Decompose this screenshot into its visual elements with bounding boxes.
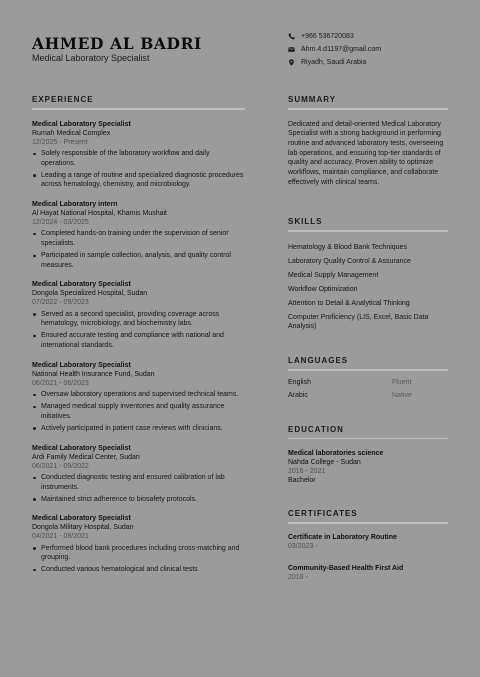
section-divider [288,230,448,232]
job-bullets [32,544,245,575]
email-address: Ahm.4.d1197@gmail.com [301,46,382,53]
section-divider [288,438,448,440]
job-bullet: Solely responsible of the laboratory workflow and daily operations. [32,149,245,168]
skill-item: Computer Proficiency (LIS, Excel, Basic Data Analysis) [288,313,429,331]
email-icon [288,46,295,53]
candidate-role: Medical Laboratory Specialist [32,53,150,63]
job-dates: 07/2022 - 09/2023 [32,299,89,307]
contact-email [288,43,381,56]
languages-section [288,356,448,400]
education-school: Nahda College - Sudan [288,459,361,467]
job-bullets [32,473,245,504]
certificate-name: Community-Based Health First Aid [288,564,404,572]
skill-item: Laboratory Quality Control & Assurance [288,257,411,265]
language-name: Arabic [288,391,308,399]
job-dates: 04/2021 - 08/2021 [32,533,89,541]
job-organization: Dongola Military Hospital, Sudan [32,524,134,532]
job-bullet: Managed medical supply inventories and quality assurance initiatives. [32,402,245,421]
education-heading: EDUCATION [288,424,344,434]
location-text: Riyadh, Saudi Arabia [301,59,367,66]
job-title: Medical Laboratory Specialist [32,515,131,523]
left-column [32,95,245,575]
job-title: Medical Laboratory intern [32,200,118,208]
skill-item: Attention to Detail & Analytical Thinking [288,299,410,307]
languages-heading: LANGUAGES [288,356,349,366]
summary-text: Dedicated and detail-oriented Medical Laboratory Specialist with a strong background in performing routine and advanced laboratory tests, overseeing lab operations, and ensuring top-tier standards of quality and accuracy. Proven ability to optimize workflows, maintain compliance, and collaborate effectively with clinical teams. [288,120,444,186]
education-degree: Medical laboratories science [288,450,384,458]
candidate-name: AHMED AL BADRI [32,34,202,53]
job-title: Medical Laboratory Specialist [32,444,131,452]
right-column [288,95,448,582]
skills-section [288,217,448,332]
phone-number: +966 536720083 [301,33,354,40]
job-organization: Al Hayat National Hospital, Khamis Mushait [32,209,168,217]
job-bullet: Maintained strict adherence to biosafety protocols. [32,495,245,505]
language-level: Native [392,391,412,399]
job-entry [32,120,245,190]
skill-item: Medical Supply Management [288,271,379,279]
job-bullet: Participated in sample collection, analysis, and quality control measures. [32,251,245,270]
job-organization: National Health Insurance Fund, Sudan [32,370,155,378]
language-name: English [288,378,311,386]
job-title: Medical Laboratory Specialist [32,281,131,289]
summary-section [288,95,448,187]
certificate-date: 2018 - [288,573,308,581]
job-bullet: Performed blood bank procedures including cross-matching and grouping. [32,544,245,563]
skill-item: Hematology & Blood Bank Techniques [288,243,407,251]
certificates-section [288,509,448,582]
language-row [288,391,448,400]
location-pin-icon [288,59,295,66]
summary-heading: SUMMARY [288,95,337,104]
job-bullet: Ensured accurate testing and compliance with national and international standards. [32,331,245,350]
education-level: Bachelor [288,477,316,485]
job-title: Medical Laboratory Specialist [32,361,131,369]
job-bullet: Oversaw laboratory operations and supervised technical teams. [32,390,245,400]
education-years: 2016 - 2021 [288,468,326,476]
job-title: Medical Laboratory Specialist [32,120,131,128]
job-dates: 06/2021 - 09/2022 [32,462,89,470]
section-divider [288,522,448,524]
job-entry [32,361,245,434]
language-level: Fluent [392,378,412,386]
section-divider [288,369,448,371]
skill-item: Workflow Optimization [288,285,358,293]
job-bullet: Served as a second specialist, providing coverage across hematology, microbiology, and biochemistry labs. [32,310,245,329]
section-divider [288,108,448,110]
job-bullet: Completed hands-on training under the supervision of senior specialists. [32,229,245,248]
job-bullets [32,390,245,433]
section-divider [32,108,245,110]
job-bullet: Conducted various hematological and clinical tests [32,565,245,575]
experience-heading: EXPERIENCE [32,95,94,104]
job-bullet: Actively participated in patient case reviews with clinicians. [32,424,245,434]
job-bullets [32,149,245,190]
job-dates: 12/2024 - 03/2025 [32,218,89,226]
job-entry [32,280,245,350]
job-entry [32,200,245,270]
contact-block [288,30,381,69]
certificate-item [288,564,448,582]
phone-icon [288,33,295,40]
job-entry [32,514,245,575]
contact-phone [288,30,381,43]
contact-location [288,56,381,69]
job-organization: Rumah Medical Complex [32,129,111,137]
experience-section [32,95,245,575]
language-row [288,378,448,387]
job-organization: Dongola Specialized Hospital, Sudan [32,290,148,298]
education-section [288,425,448,486]
skills-heading: SKILLS [288,217,323,227]
job-dates: 12/2025 - Present [32,138,88,146]
job-bullet: Leading a range of routine and specialized diagnostic procedures across hematology, chemistry, and microbiology. [32,171,245,190]
certificate-date: 03/2023 - [288,542,318,550]
certificate-item [288,533,448,551]
certificates-heading: CERTIFICATES [288,509,358,519]
job-entry [32,444,245,505]
job-bullet: Conducted diagnostic testing and ensured calibration of lab instruments. [32,473,245,492]
job-bullets [32,310,245,351]
job-bullets [32,229,245,270]
certificate-name: Certificate in Laboratory Routine [288,533,397,541]
job-organization: Ardi Family Medical Center, Sudan [32,453,140,461]
job-dates: 06/2021 - 06/2023 [32,379,89,387]
